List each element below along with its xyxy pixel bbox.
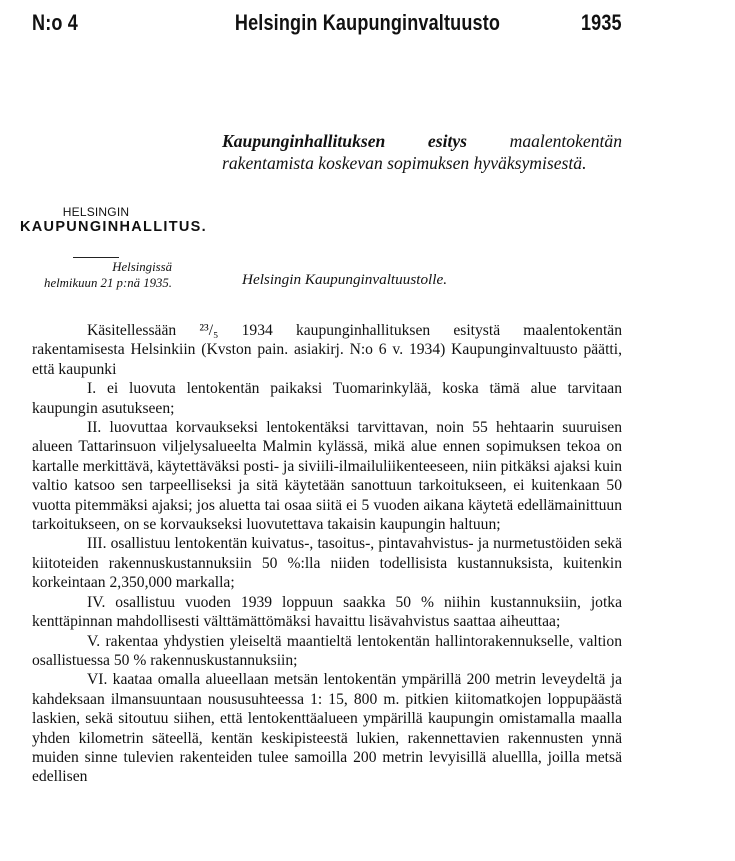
- paragraph-intro: Käsitellessään ²³/₅ 1934 kaupunginhallituksen esitystä maalentokentän rakentamisesta Helsinkiin (Kvston pain. asiakirj. N:o 6 v. 1934) Kaupunginvaltuusto päätti, että kaupunki: [32, 322, 622, 378]
- subject-heading: [222, 130, 622, 174]
- paragraph-item-5: V. rakentaa yhdystien yleiseltä maantieltä lentokentän hallintorakennukselle, valtion osallistuessa 50 % rakennuskustannuksiin;: [32, 632, 622, 669]
- paragraph-item-6: VI. kaataa omalla alueellaan metsän lentokentän ympärillä 200 metrin leveydeltä ja kahdeksaan ilmansuuntaan noususuhteessa 1: 15, 800 m. pitkien kiitomatkojen loppupäästä laskien, sekä sitoutuu siihen, että lentokenttäalueen ympärillä kaupungin omistamalla maalla yhden kilometrin säteellä, kentän keskipisteestä lukien, rakennettavien rakennusten ynnä muiden sinne tulevien rakenteiden tulee samoilla 200 metrin levyisillä aluellla, joilla metsä edellisen: [32, 671, 622, 786]
- place-line: Helsingissä: [112, 260, 172, 274]
- page-header: [0, 10, 735, 40]
- subject-rest: maalentokentän rakentamista koskevan sopimuksen hyväksymisestä.: [222, 131, 622, 173]
- paragraph-item-1: I. ei luovuta lentokentän paikaksi Tuomarinkylää, koska tämä alue tarvitaan kaupungin asutukseen;: [32, 380, 622, 417]
- place-date-block: [20, 259, 172, 291]
- paragraph-item-4: IV. osallistuu vuoden 1939 loppuun saakka 50 % niihin kustannuksiin, jotka kenttäpinnan mahdollisesti välttämättömäksi havaittu lisävahvistus saattaa aiheuttaa;: [32, 593, 622, 631]
- issue-number: N:o 4: [32, 10, 78, 35]
- sender-block: [20, 205, 207, 258]
- publication-year: 1935: [581, 10, 622, 35]
- sender-line-2: KAUPUNGINHALLITUS.: [20, 219, 207, 235]
- date-line: helmikuun 21 p:nä 1935.: [44, 276, 172, 290]
- subject-bold: Kaupunginhallituksen esitys: [222, 131, 468, 151]
- body-text: [32, 321, 622, 787]
- sender-divider: [73, 257, 119, 258]
- paragraph-item-3: III. osallistuu lentokentän kuivatus-, tasoitus-, pintavahvistus- ja nurmetustöiden sekä kiitoteiden rakennuskustannuksiin 50 %:lla niiden todellisista kustannuksista, kuitenkin korkeintaan 2,350,000 markalla;: [32, 535, 622, 592]
- sender-line-1: HELSINGIN: [62, 205, 130, 219]
- publication-title: Helsingin Kaupunginvaltuusto: [234, 10, 501, 35]
- paragraph-item-2: II. luovuttaa korvaukseksi lentokentäksi tarvittavan, noin 55 hehtaarin suuruisen alueen Tattarinsuon viljelysalueelta Malmin kylässä, mikä alue ennen sopimuksen tekoa on kartalle merkittävä, käytettäväksi posti- ja siviili-ilmailuliikenteeseen, niin pitkäksi ajaksi kuin valtio katsoo sen tarpeelliseksi ja sitä käytetään sanottuun tarkoitukseen, ei kuitenkaan 50 vuotta pitemmäksi ajaksi; jos aluetta tai osaa siitä ei 5 vuoden aikana käytetä edellämainittuun tarkoitukseen, on se korvaukseksi luovutettava takaisin kaupungin haltuun;: [32, 419, 622, 534]
- addressee: Helsingin Kaupunginvaltuustolle.: [242, 271, 448, 288]
